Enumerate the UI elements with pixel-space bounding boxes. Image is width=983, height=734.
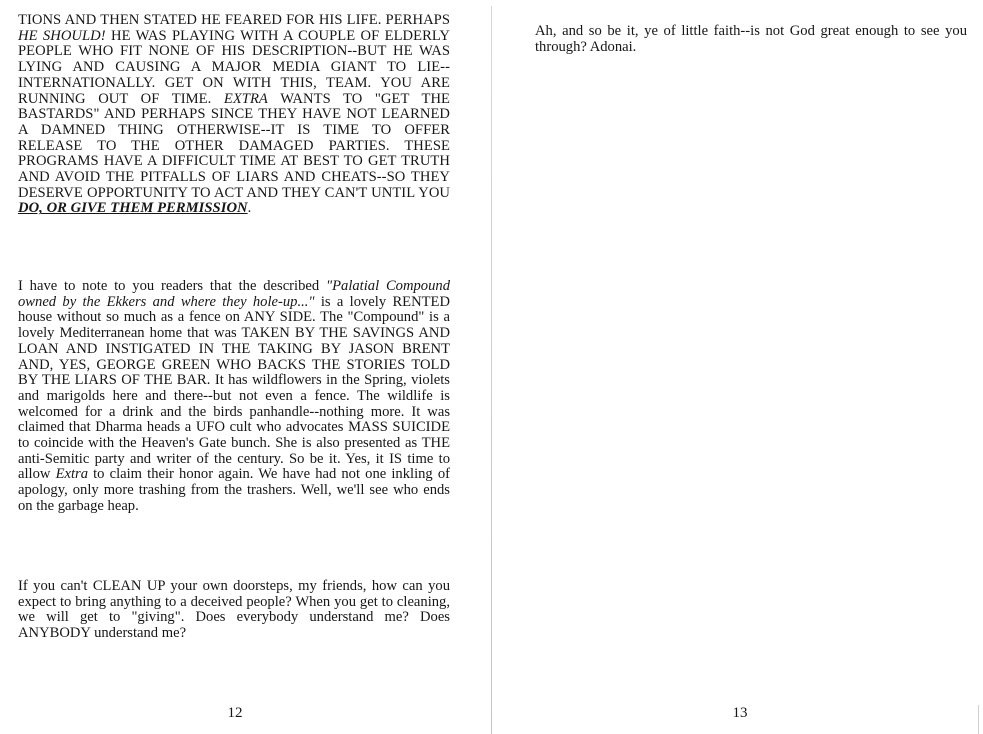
para2-text-b: is a lovely RENTED house without so much as a fence on ANY SIDE. The "Compound" is a lovely Mediterranean home that was TAKEN BY THE SAVINGS AND LOAN AND INSTIGATED IN THE TAKING BY JASON BRENT AND, YES, GEORGE GREEN WHO BACKS THE STORIES TOLD BY THE LIARS OF THE BAR. It has wildflowers in the Spring, violets and marigolds here and there--but not even a fence. The wildlife is welcomed for a drink and the birds panhandle--nothing more. It was claimed that Dharma heads a UFO cult who advocates MASS SUICIDE to coincide with the Heaven's Gate bunch. She is also presented as THE anti-Semitic party and writer of the century. So be it. Yes, it IS time to allow bbox=[18, 293, 450, 483]
para2-text-a: I have to note to you readers that the described bbox=[18, 278, 326, 294]
para1-emphasis-extra: EXTRA bbox=[223, 90, 268, 107]
para1-text-a: TIONS AND THEN STATED HE FEARED FOR HIS LIFE. PERHAPS bbox=[18, 12, 450, 28]
para1-emphasis-he-should: HE SHOULD! bbox=[18, 27, 106, 44]
left-paragraph-2 bbox=[18, 279, 450, 515]
para2-text-c: to claim their honor again. We have had not one inkling of apology, only more trashing from the trashers. Well, we'll see who ends on the garbage heap. bbox=[18, 466, 450, 514]
para3-text: If you can't CLEAN UP your own doorsteps, my friends, how can you expect to bring anything to a deceived people? When you get to cleaning, we will get to "giving". Does everybody understand me? Does ANYBODY understand me? bbox=[18, 578, 450, 642]
para1-text-b: HE WAS PLAYING WITH A COUPLE OF ELDERLY PEOPLE WHO FIT NONE OF HIS DESCRIPTION--BUT HE WAS LYING AND CAUSING A MAJOR MEDIA GIANT TO LIE--INTERNATIONALLY. GET ON WITH THIS, TEAM. YOU ARE RUNNING OUT OF TIME. bbox=[18, 27, 450, 107]
para1-emphasis-permission: DO, OR GIVE THEM PERMISSION bbox=[18, 200, 248, 217]
right-page bbox=[492, 0, 983, 734]
left-paragraph-3 bbox=[18, 579, 450, 642]
para2-emphasis-extra: Extra bbox=[55, 466, 88, 483]
left-paragraph-1 bbox=[18, 13, 450, 217]
right-page-number: 13 bbox=[732, 705, 748, 721]
para1-text-c: WANTS TO "GET THE BASTARDS" AND PERHAPS SINCE THEY HAVE NOT LEARNED A DAMNED THING OTHERWISE--IT IS TIME TO OFFER RELEASE TO THE OTHER DAMAGED PARTIES. THESE PROGRAMS HAVE A DIFFICULT TIME AT BEST TO GET TRUTH AND AVOID THE PITFALLS OF LIARS AND CHEATS--SO THEY DESERVE OPPORTUNITY TO ACT AND THEY CAN'T UNTIL YOU bbox=[18, 90, 450, 201]
para1-text-end: . bbox=[247, 200, 252, 217]
para2-emphasis-palatial: "Palatial Compound owned by the Ekkers and where they hole-up..." bbox=[18, 278, 450, 310]
right-paragraph-1: Ah, and so be it, ye of little faith--is not God great enough to see you through? Adonai. bbox=[535, 23, 967, 55]
page-edge-line bbox=[978, 705, 979, 734]
left-page-number: 12 bbox=[227, 705, 243, 721]
